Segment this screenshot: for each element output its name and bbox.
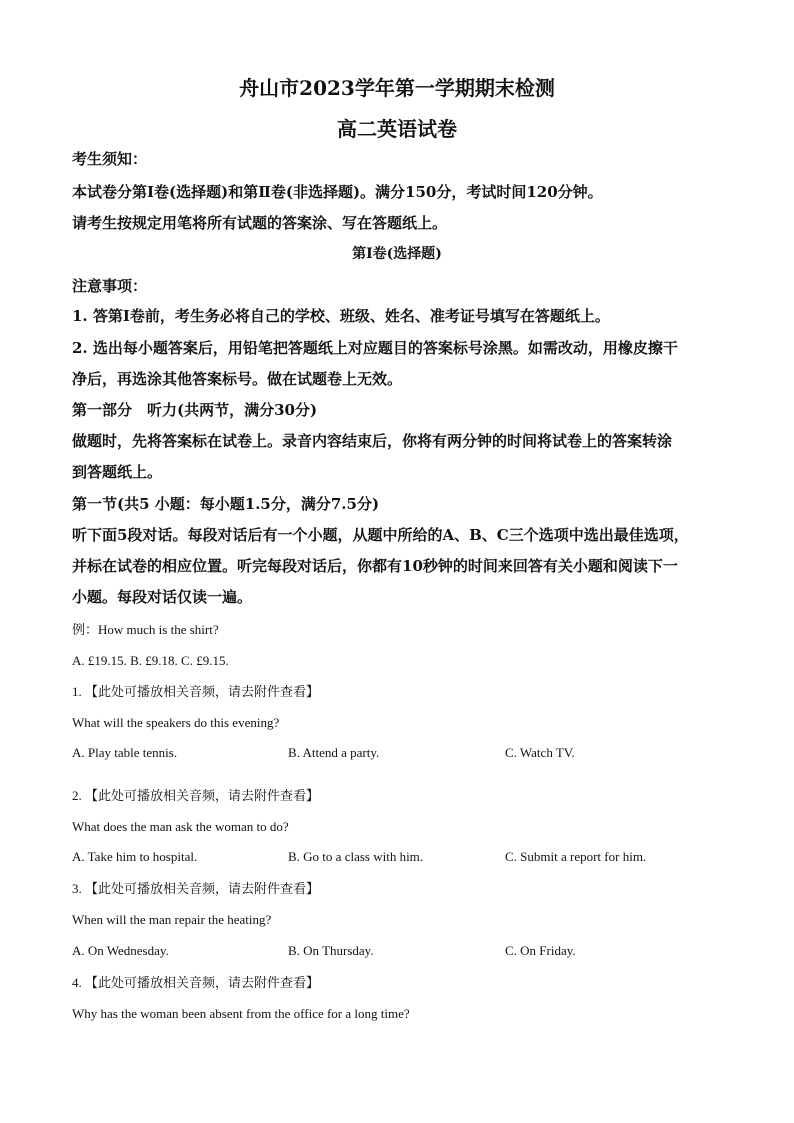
question-1-audio-label: 1. 【此处可播放相关音频，请去附件查看】 (72, 684, 320, 699)
question-3-option-b: B. On Thursday. (288, 943, 374, 958)
question-2-text: What does the man ask the woman to do? (72, 819, 289, 834)
question-2-option-b: B. Go to a class with him. (288, 849, 424, 864)
question-4-text: Why has the woman been absent from the office for a long time? (72, 1006, 410, 1021)
question-1-text: What will the speakers do this evening? (72, 715, 280, 730)
rule-1: 1. 答第Ⅰ卷前，考生务必将自己的学校、班级、姓名、准考证号填写在答题纸上。 (72, 307, 610, 325)
attention-heading: 注意事项： (72, 277, 148, 295)
question-1-option-a: A. Play table tennis. (72, 745, 178, 760)
question-3-option-c: C. On Friday. (505, 943, 576, 958)
section1-line-1: 听下面5段对话。每段对话后有一个小题，从题中所给的A、B、C三个选项中选出最佳选项， (72, 526, 689, 544)
question-2-option-c: C. Submit a report for him. (505, 849, 647, 864)
listening-intro-line-1: 做题时，先将答案标在试卷上。录音内容结束后，你将有两分钟的时间将试卷上的答案转涂 (72, 432, 673, 450)
example-options: A. £19.15. B. £9.18. C. £9.15. (72, 653, 229, 668)
question-4-audio-label: 4. 【此处可播放相关音频，请去附件查看】 (72, 975, 320, 990)
listening-intro-line-2: 到答题纸上。 (72, 463, 163, 481)
section1-line-3: 小题。每段对话仅读一遍。 (72, 588, 253, 606)
notice-heading: 考生须知： (72, 150, 148, 168)
section1-line-2: 并标在试卷的相应位置。听完每段对话后，你都有10秒钟的时间来回答有关小题和阅读下一 (72, 557, 678, 575)
section1-heading: 第一节(共5 小题：每小题1.5分，满分7.5分) (72, 495, 380, 513)
rule-2-line-2: 净后，再选涂其他答案标号。做在试题卷上无效。 (72, 370, 403, 388)
notice-line-1: 本试卷分第Ⅰ卷(选择题)和第Ⅱ卷(非选择题)。满分150分，考试时间120分钟。 (72, 183, 603, 201)
question-3-text: When will the man repair the heating? (72, 912, 272, 927)
exam-subtitle: 高二英语试卷 (337, 117, 457, 141)
question-2-option-a: A. Take him to hospital. (72, 849, 198, 864)
question-2-audio-label: 2. 【此处可播放相关音频，请去附件查看】 (72, 788, 320, 803)
question-1-option-b: B. Attend a party. (288, 745, 380, 760)
question-1-option-c: C. Watch TV. (505, 745, 575, 760)
example-question: 例：How much is the shirt? (72, 622, 219, 637)
question-3-option-a: A. On Wednesday. (72, 943, 169, 958)
part1-title: 第Ⅰ卷(选择题) (352, 246, 442, 262)
rule-2-line-1: 2. 选出每小题答案后，用铅笔把答题纸上对应题目的答案标号涂黑。如需改动，用橡皮擦干 (72, 339, 678, 357)
exam-title: 舟山市2023学年第一学期期末检测 (239, 76, 555, 100)
question-3-audio-label: 3. 【此处可播放相关音频，请去附件查看】 (72, 881, 320, 896)
listening-heading: 第一部分 听力(共两节，满分30分) (72, 401, 318, 419)
notice-line-2: 请考生按规定用笔将所有试题的答案涂、写在答题纸上。 (72, 214, 448, 232)
